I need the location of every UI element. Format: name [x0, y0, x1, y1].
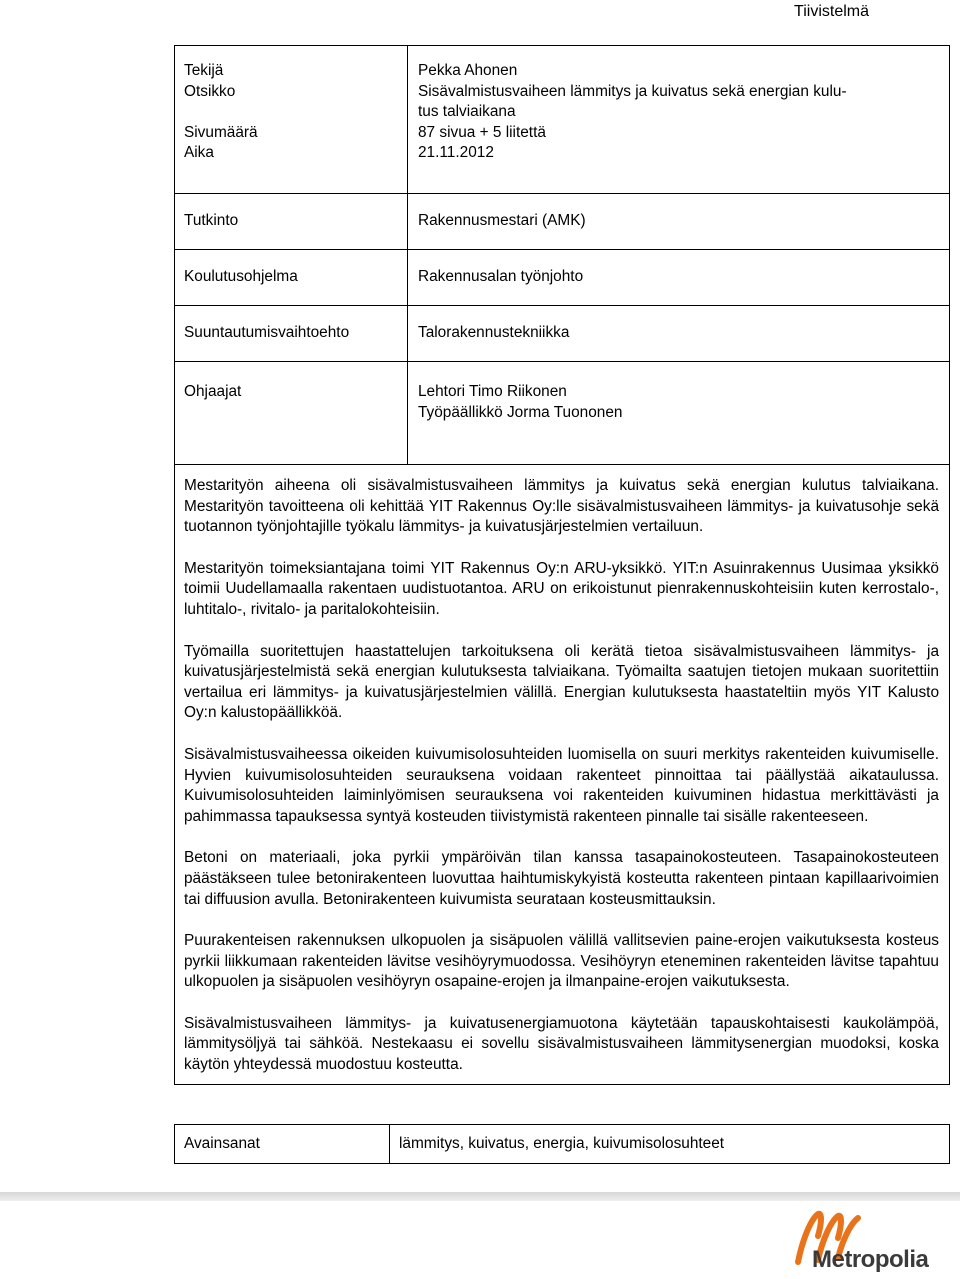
programme-label: Koulutusohjelma [175, 250, 408, 306]
pages-value: 87 sivua + 5 liitettä [418, 123, 546, 141]
option-value: Talorakennustekniikka [408, 306, 950, 362]
footer-band [0, 1192, 960, 1201]
author-value: Pekka Ahonen [418, 62, 518, 79]
degree-row [175, 194, 950, 250]
option-row [175, 306, 950, 362]
label-gap [184, 102, 407, 123]
keywords-row [175, 1125, 950, 1164]
keywords-table [174, 1124, 950, 1164]
title-value-line1: Sisävalmistusvaiheen lämmitys ja kuivatus sekä energian kulu- [418, 82, 847, 100]
degree-label: Tutkinto [175, 194, 408, 250]
programme-value: Rakennusalan työnjohto [408, 250, 950, 306]
abstract-paragraph: Puurakenteisen rakennuksen ulkopuolen ja sisäpuolen välillä vallitsevien paine-erojen vaikutuksesta kosteus pyrkii liikkumaan rakenteiden lävitse vesihöyrymuodossa. Vesihöyryn eteneminen rakenteiden lävitse tapahtuu ulkopuolen ja sisäpuolen vesihöyryn osapaine-erojen ja ilmanpaine-erojen vaikutuksesta. [184, 932, 939, 991]
abstract-paragraph: Mestarityön aiheena oli sisävalmistusvaiheen lämmitys ja kuivatus sekä energian kulutus talviaikana. Mestarityön tavoitteena oli kehittää YIT Rakennus Oy:lle sisävalmistusvaiheen lämmitys- ja kuivatusohje sekä tuotannon työnjohtajille työkalu lämmitys- ja kuivatusjärjestelmien vertailuun. [184, 477, 939, 536]
supervisors-value [408, 362, 950, 465]
basic-info-values [408, 46, 950, 194]
keywords-value: lämmitys, kuivatus, energia, kuivumisolosuhteet [390, 1125, 950, 1164]
abstract-paragraph: Työmailla suoritettujen haastattelujen tarkoituksena oli kerätä tietoa sisävalmistusvaiheen lämmitys- ja kuivatusjärjestelmistä sekä energian kulutuksesta talviaikana. Työmailta saatujen tietojen mukaan suoritettiin vertailua eri lämmitys- ja kuivatusjärjestelmien välillä. Energian kulutuksesta haastateltiin myös YIT Kalusto Oy:n kalustopäällikköä. [184, 642, 939, 722]
keywords-label: Avainsanat [175, 1125, 390, 1164]
abstract-row [175, 465, 950, 1085]
title-label: Otsikko [184, 82, 236, 100]
programme-row [175, 250, 950, 306]
supervisor-1: Lehtori Timo Riikonen [418, 383, 567, 400]
abstract-paragraph: Mestarityön toimeksiantajana toimi YIT Rakennus Oy:n ARU-yksikkö. YIT:n Asuinrakennus Uusimaa yksikkö toimii Uudellamaalla rakentaen uudistuotantoa. ARU on erikoistunut pienrakennuskohteisiin kuten kerrostalo-, luhtitalo-, rivitalo- ja paritalokohteisiin. [184, 559, 939, 618]
basic-info-labels [175, 46, 408, 194]
title-value-line2: tus talviaikana [418, 103, 516, 120]
abstract-paragraph: Sisävalmistusvaiheessa oikeiden kuivumisolosuhteiden luomisella on suuri merkitys rakenteiden kuivumiselle. Hyvien kuivumisolosuhteiden seurauksena voidaan rakenteet pinnoittaa tai päällystää aikataulussa. Kuivumisolosuhteiden laiminlyömisen seurauksena voi rakenteiden kuivuminen hidastua merkittävästi ja pahimmassa tapauksessa syntyä kosteuden tiivistymistä rakenteen pinnalle tai sisälle rakenteeseen. [184, 745, 939, 825]
abstract-info-table [174, 45, 950, 1085]
option-label: Suuntautumisvaihtoehto [175, 306, 408, 362]
abstract-paragraph: Betoni on materiaali, joka pyrkii ympäröivän tilan kanssa tasapainokosteuteen. Tasapainokosteuteen päästäkseen tulee betonirakenteen luovuttaa haihtumiskykyistä kosteutta rakenteen pintaan kapillaarivoimien tai diffuusion avulla. Betonirakenteen kuivumista seurataan kosteusmittauksin. [184, 849, 939, 908]
metropolia-logo-text: Metropolia [812, 1246, 929, 1273]
abstract-body [175, 465, 950, 1085]
pages-label: Sivumäärä [184, 123, 258, 141]
supervisor-2: Työpäällikkö Jorma Tuononen [418, 403, 623, 421]
abstract-paragraph: Sisävalmistusvaiheen lämmitys- ja kuivatusenergiamuotona käytetään tapauskohtaisesti kaukolämpöä, lämmitysöljyä tai sähköä. Nestekaasu ei sovellu sisävalmistusvaiheen lämmitysenergian muodoksi, koska käytön yhteydessä muodostuu kosteutta. [184, 1014, 939, 1074]
supervisors-row [175, 362, 950, 465]
author-label: Tekijä [184, 62, 224, 79]
date-label: Aika [184, 144, 214, 161]
supervisors-label: Ohjaajat [175, 362, 408, 465]
basic-info-row [175, 46, 950, 194]
page-header-title: Tiivistelmä [794, 3, 869, 20]
degree-value: Rakennusmestari (AMK) [408, 194, 950, 250]
date-value: 21.11.2012 [418, 144, 494, 161]
